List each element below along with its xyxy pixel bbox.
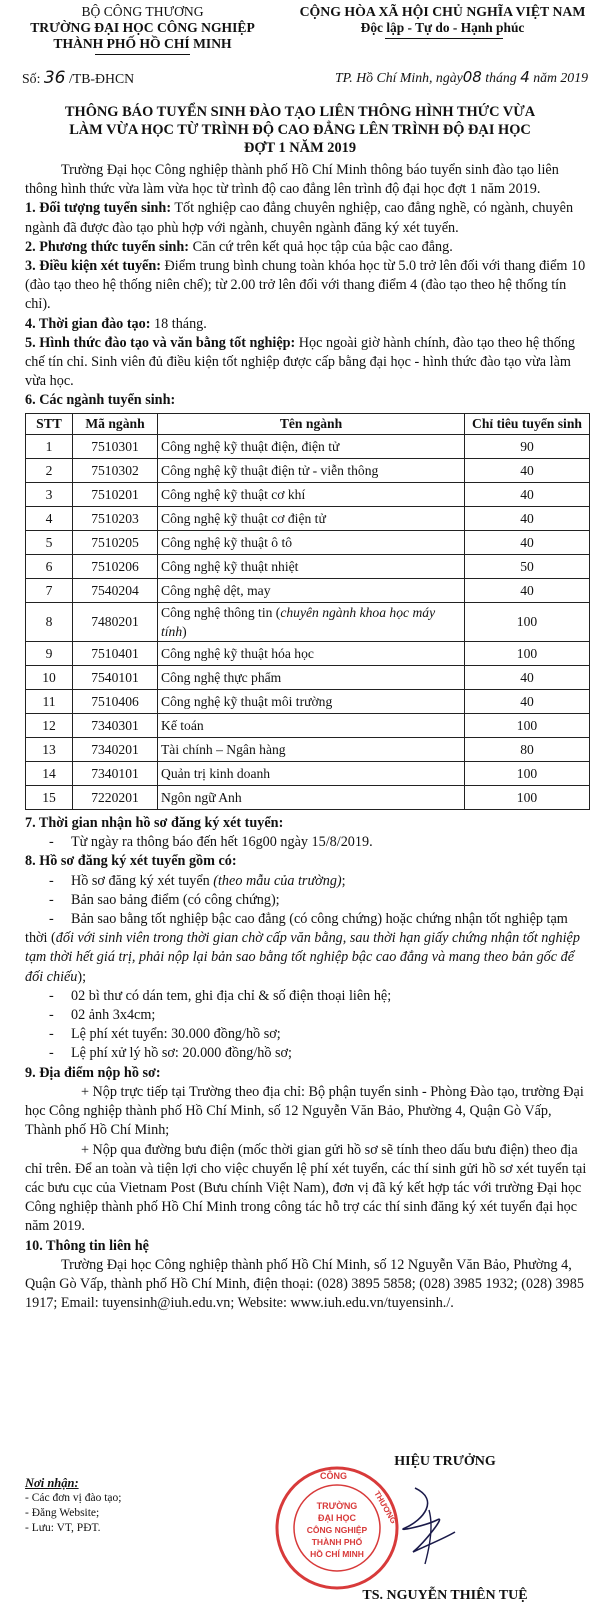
- cell-ten-nganh: Công nghệ kỹ thuật hóa học: [158, 642, 465, 666]
- document-title: [0, 103, 600, 157]
- table-row: [26, 530, 590, 554]
- table-row: [26, 602, 590, 641]
- cell-chi-tieu: 100: [465, 762, 590, 786]
- section-1: [25, 199, 590, 237]
- city-name: THÀNH PHỐ HỒ CHÍ MINH: [53, 36, 232, 51]
- cell-ma-nganh: 7510201: [73, 482, 158, 506]
- item-text: Lệ phí xử lý hồ sơ: 20.000 đồng/hồ sơ;: [71, 1045, 292, 1062]
- item-text: 02 ảnh 3x4cm;: [71, 1007, 156, 1024]
- national-title: CỘNG HÒA XÃ HỘI CHỦ NGHĨA VIỆT NAM: [299, 4, 586, 19]
- intro-paragraph: Trường Đại học Công nghiệp thành phố Hồ Chí Minh thông báo tuyển sinh đào tạo liên thông hình thức vừa làm vừa học từ trình độ cao đẳng lên trình độ đại học đợt 1 năm 2019.: [25, 162, 559, 198]
- table-row: [26, 690, 590, 714]
- section-2: [25, 238, 590, 257]
- table-row: [26, 666, 590, 690]
- recipients-heading: Nơi nhận:: [25, 1476, 79, 1490]
- majors-table: [25, 413, 590, 810]
- cell-ma-nganh: 7340301: [73, 714, 158, 738]
- section-1-text: Tốt nghiệp cao đẳng chuyên nghiệp, cao đẳng nghề, có ngành, chuyên ngành đã được đào tạo phù hợp với ngành, chuyên ngành đăng ký xét tuyển.: [25, 200, 574, 236]
- cell-ma-nganh: 7510206: [73, 554, 158, 578]
- table-row: [26, 786, 590, 810]
- document-body: [25, 161, 590, 1313]
- section-7-heading: 7. Thời gian nhận hồ sơ đăng ký xét tuyển:: [25, 815, 284, 832]
- section-7-item: - Từ ngày ra thông báo đến hết 16g00 ngày 15/8/2019.: [49, 834, 373, 851]
- cell-stt: 3: [26, 482, 73, 506]
- table-row: [26, 554, 590, 578]
- section-8-item-4: - 02 bì thư có dán tem, ghi địa chỉ & số điện thoại liên hệ;: [49, 987, 392, 1004]
- section-10: [25, 1237, 590, 1256]
- section-5-text: Học ngoài giờ hành chính, đào tạo theo hệ thống chế tín chỉ. Sinh viên đủ điều kiện tốt nghiệp được cấp bằng đại học - hình thức đào tạo vừa làm vừa học.: [25, 334, 576, 390]
- section-4-text: 18 tháng.: [150, 315, 207, 332]
- date-prefix: TP. Hồ Chí Minh, ngày: [334, 70, 463, 85]
- cell-ma-nganh: 7340201: [73, 738, 158, 762]
- cell-chi-tieu: 40: [465, 482, 590, 506]
- table-row: [26, 506, 590, 530]
- table-row: [26, 738, 590, 762]
- section-9-paragraph-2: + Nộp qua đường bưu điện (mốc thời gian gửi hồ sơ sẽ tính theo dấu bưu điện) theo địa chỉ trên. Để an toàn và tiện lợi cho việc chuyển lệ phí xét tuyển, các thí sinh gửi hồ sơ xét tuyển tại các bưu cục của Vietnam Post (Bưu chính Việt Nam), đơn vị đã ký kết hợp tác với trường Đại học Công nghiệp thành phố Hồ Chí Minh trong công tác hỗ trợ các thí sinh đăng ký xét tuyển đại học năm 2019.: [25, 1141, 587, 1235]
- table-row: [26, 762, 590, 786]
- section-3-heading: 3. Điều kiện xét tuyển:: [25, 258, 161, 275]
- item-italic: (theo mẫu của trường): [213, 872, 342, 889]
- cell-ten-nganh: [158, 602, 465, 641]
- issuer-header: [0, 4, 285, 52]
- col-ma-nganh: Mã ngành: [73, 413, 158, 434]
- stamp-ring-right: THƯƠNG: [372, 1489, 399, 1526]
- cell-ten-nganh: Tài chính – Ngân hàng: [158, 738, 465, 762]
- date-day: 08: [462, 68, 482, 86]
- section-1-heading: 1. Đối tượng tuyển sinh:: [25, 200, 172, 217]
- cell-ten-text: Công nghệ thông tin (: [161, 604, 281, 620]
- cell-stt: 8: [26, 602, 73, 641]
- cell-stt: 1: [26, 434, 73, 458]
- table-row: [26, 578, 590, 602]
- stamp-line-1: TRƯỜNG: [316, 1501, 358, 1511]
- item-text: Lệ phí xét tuyển: 30.000 đồng/hồ sơ;: [71, 1026, 281, 1043]
- cell-ten-nganh: Công nghệ kỹ thuật điện, điện tử: [158, 434, 465, 458]
- title-line-2: LÀM VỪA HỌC TỪ TRÌNH ĐỘ CAO ĐẲNG LÊN TRÌNH ĐỘ ĐẠI HỌC: [69, 122, 531, 138]
- cell-stt: 5: [26, 530, 73, 554]
- date-month-label: tháng: [485, 70, 517, 85]
- cell-ma-nganh: 7510401: [73, 642, 158, 666]
- cell-ma-nganh: 7510203: [73, 506, 158, 530]
- cell-ten-nganh: Công nghệ kỹ thuật môi trường: [158, 690, 465, 714]
- number-handwritten: 36: [43, 68, 66, 88]
- cell-ma-nganh: 7480201: [73, 602, 158, 641]
- cell-stt: 10: [26, 666, 73, 690]
- cell-ten-italic: chuyên ngành khoa học máy tính: [161, 604, 436, 639]
- section-10-text: Trường Đại học Công nghiệp thành phố Hồ Chí Minh, số 12 Nguyễn Văn Bảo, Phường 4, Quận Gò Vấp, thành phố Hồ Chí Minh, điện thoại: (028) 3895 5858; (028) 3985 1932; (028) 3985 1917; Email: tuyensinh@iuh.edu.vn; Website: www.iuh.edu.vn/tuyensinh./.: [25, 1256, 584, 1312]
- date-month: 4: [520, 68, 530, 86]
- cell-chi-tieu: 40: [465, 458, 590, 482]
- section-8-item-7: - Lệ phí xử lý hồ sơ: 20.000 đồng/hồ sơ;: [49, 1045, 292, 1062]
- cell-stt: 13: [26, 738, 73, 762]
- cell-ma-nganh: 7220201: [73, 786, 158, 810]
- table-row: [26, 482, 590, 506]
- cell-ten-nganh: Quản trị kinh doanh: [158, 762, 465, 786]
- cell-ma-nganh: 7540101: [73, 666, 158, 690]
- cell-chi-tieu: 40: [465, 506, 590, 530]
- cell-chi-tieu: 50: [465, 554, 590, 578]
- cell-stt: 11: [26, 690, 73, 714]
- signature: [385, 1480, 475, 1570]
- section-6-heading: 6. Các ngành tuyển sinh:: [25, 392, 176, 409]
- item-italic: đối với sinh viên trong thời gian chờ cấp văn bằng, sau thời hạn giấy chứng nhận tốt nghiệp tạm thời hết giá trị, phải nộp lại bản sao bằng tốt nghiệp bậc cao đẳng và mang theo bản gốc để đối chiếu: [25, 930, 580, 985]
- section-2-text: Căn cứ trên kết quả học tập của bậc cao đẳng.: [189, 238, 453, 255]
- cell-ma-nganh: 7540204: [73, 578, 158, 602]
- section-9-paragraph-1: + Nộp trực tiếp tại Trường theo địa chỉ: Bộ phận tuyển sinh - Phòng Đào tạo, trường Đại học Công nghiệp thành phố Hồ Chí Minh, số 12 Nguyễn Văn Bảo, Phường 4, Quận Gò Vấp, Thành phố Hồ Chí Minh;: [25, 1083, 584, 1139]
- cell-ma-nganh: 7510301: [73, 434, 158, 458]
- item-text: 02 bì thư có dán tem, ghi địa chỉ & số điện thoại liên hệ;: [71, 987, 392, 1004]
- cell-ma-nganh: 7510406: [73, 690, 158, 714]
- cell-ten-nganh: Công nghệ kỹ thuật nhiệt: [158, 554, 465, 578]
- cell-stt: 4: [26, 506, 73, 530]
- col-stt: STT: [26, 413, 73, 434]
- stamp-line-2: ĐẠI HỌC: [318, 1513, 356, 1523]
- recipient-item: - Lưu: VT, PĐT.: [25, 1522, 101, 1534]
- cell-ten-nganh: Công nghệ kỹ thuật ô tô: [158, 530, 465, 554]
- cell-stt: 2: [26, 458, 73, 482]
- table-row: [26, 714, 590, 738]
- cell-chi-tieu: 40: [465, 530, 590, 554]
- cell-chi-tieu: 100: [465, 642, 590, 666]
- stamp-line-5: HỒ CHÍ MINH: [310, 1549, 364, 1559]
- cell-chi-tieu: 40: [465, 578, 590, 602]
- title-line-3: ĐỢT 1 NĂM 2019: [243, 140, 357, 156]
- section-7-item-text: Từ ngày ra thông báo đến hết 16g00 ngày 15/8/2019.: [71, 834, 373, 851]
- title-line-1: THÔNG BÁO TUYỂN SINH ĐÀO TẠO LIÊN THÔNG HÌNH THỨC VỪA: [64, 104, 536, 120]
- cell-stt: 12: [26, 714, 73, 738]
- cell-stt: 7: [26, 578, 73, 602]
- section-8-item-3: - Bản sao bằng tốt nghiệp bậc cao đẳng (có công chứng) hoặc chứng nhận tốt nghiệp tạm thời (đối với sinh viên trong thời gian chờ cấp văn bằng, sau thời hạn giấy chứng nhận tốt nghiệp tạm thời hết giá trị, phải nộp lại bản sao bằng tốt nghiệp bậc cao đẳng và mang theo bản gốc để đối chiếu);: [25, 911, 580, 985]
- table-header-row: [26, 413, 590, 434]
- item-text: Hồ sơ đăng ký xét tuyển: [71, 872, 214, 889]
- section-9-heading: 9. Địa điểm nộp hồ sơ:: [25, 1064, 161, 1081]
- section-10-heading: 10. Thông tin liên hệ: [25, 1237, 149, 1254]
- stamp-ring-top: CÔNG: [320, 1471, 347, 1481]
- date-year: năm 2019: [533, 70, 588, 85]
- section-4-heading: 4. Thời gian đào tạo:: [25, 315, 151, 332]
- number-suffix: /TB-ĐHCN: [68, 71, 135, 86]
- ministry-name: BỘ CÔNG THƯƠNG: [81, 4, 204, 19]
- cell-stt: 15: [26, 786, 73, 810]
- national-motto: Độc lập - Tự do - Hạnh phúc: [360, 20, 525, 35]
- stamp-line-4: THÀNH PHỐ: [311, 1537, 363, 1547]
- item-end: ;: [341, 872, 346, 889]
- cell-ten-nganh: Kế toán: [158, 714, 465, 738]
- number-label: Số:: [22, 71, 41, 86]
- cell-chi-tieu: 80: [465, 738, 590, 762]
- cell-chi-tieu: 40: [465, 666, 590, 690]
- section-8-item-6: - Lệ phí xét tuyển: 30.000 đồng/hồ sơ;: [49, 1026, 281, 1043]
- section-8-item-5: - 02 ảnh 3x4cm;: [49, 1007, 156, 1024]
- signer-name: TS. NGUYỄN THIÊN TUỆ: [362, 1588, 528, 1603]
- cell-stt: 6: [26, 554, 73, 578]
- section-3-text: Điểm trung bình chung toàn khóa học từ 5.0 trở lên đối với thang điểm 10 (đào tạo theo hệ thống niên chế); từ 2.00 trở lên đối với thang điểm 4 (đào tạo theo hệ thống tín chỉ).: [25, 258, 586, 313]
- col-chi-tieu: Chỉ tiêu tuyển sinh: [465, 413, 590, 434]
- cell-chi-tieu: 100: [465, 602, 590, 641]
- recipient-item: - Các đơn vị đào tạo;: [25, 1492, 122, 1504]
- cell-ten-nganh: Công nghệ thực phẩm: [158, 666, 465, 690]
- section-3: [25, 257, 590, 315]
- cell-ten-nganh: Công nghệ kỹ thuật cơ điện tử: [158, 506, 465, 530]
- university-name: TRƯỜNG ĐẠI HỌC CÔNG NGHIỆP: [30, 20, 255, 35]
- section-4: [25, 315, 590, 334]
- cell-stt: 14: [26, 762, 73, 786]
- stamp-line-3: CÔNG NGHIỆP: [306, 1525, 368, 1535]
- cell-chi-tieu: 90: [465, 434, 590, 458]
- section-9: [25, 1064, 590, 1083]
- cell-ma-nganh: 7510302: [73, 458, 158, 482]
- signer-title: HIỆU TRƯỞNG: [394, 1454, 496, 1469]
- cell-ten-nganh: Công nghệ dệt, may: [158, 578, 465, 602]
- item-text: Bản sao bảng điểm (có công chứng);: [71, 891, 280, 908]
- cell-ten-nganh: Công nghệ kỹ thuật điện tử - viễn thông: [158, 458, 465, 482]
- section-5: [25, 334, 590, 392]
- cell-ten-nganh: Công nghệ kỹ thuật cơ khí: [158, 482, 465, 506]
- document-date: [335, 68, 588, 86]
- table-row: [26, 642, 590, 666]
- cell-ten-end: ): [182, 623, 187, 639]
- national-header: [285, 4, 600, 36]
- item-text: Bản sao bằng tốt nghiệp bậc cao đẳng (có công chứng) hoặc chứng nhận tốt nghiệp tạm thời (: [25, 911, 568, 947]
- cell-ma-nganh: 7340101: [73, 762, 158, 786]
- header-underline-right: [385, 38, 503, 39]
- section-5-heading: 5. Hình thức đào tạo và văn bằng tốt nghiệp:: [25, 334, 296, 351]
- item-end: );: [77, 968, 87, 985]
- recipient-item: - Đăng Website;: [25, 1507, 100, 1519]
- cell-chi-tieu: 40: [465, 690, 590, 714]
- section-6: [25, 391, 590, 410]
- cell-stt: 9: [26, 642, 73, 666]
- cell-ma-nganh: 7510205: [73, 530, 158, 554]
- section-8-item-2: - Bản sao bảng điểm (có công chứng);: [49, 891, 280, 908]
- official-stamp: [272, 1463, 402, 1593]
- cell-chi-tieu: 100: [465, 714, 590, 738]
- table-body: [26, 434, 590, 809]
- recipients-block: [25, 1476, 121, 1536]
- cell-ten-nganh: Ngôn ngữ Anh: [158, 786, 465, 810]
- document-number: [22, 68, 134, 88]
- section-8: [25, 852, 590, 871]
- header-underline-left: [95, 54, 190, 55]
- table-row: [26, 434, 590, 458]
- section-2-heading: 2. Phương thức tuyển sinh:: [25, 238, 190, 255]
- col-ten-nganh: Tên ngành: [158, 413, 465, 434]
- section-7: [25, 814, 590, 833]
- section-8-heading: 8. Hồ sơ đăng ký xét tuyển gồm có:: [25, 853, 237, 870]
- section-8-item-1: - Hồ sơ đăng ký xét tuyển (theo mẫu của trường);: [49, 872, 346, 889]
- cell-chi-tieu: 100: [465, 786, 590, 810]
- table-row: [26, 458, 590, 482]
